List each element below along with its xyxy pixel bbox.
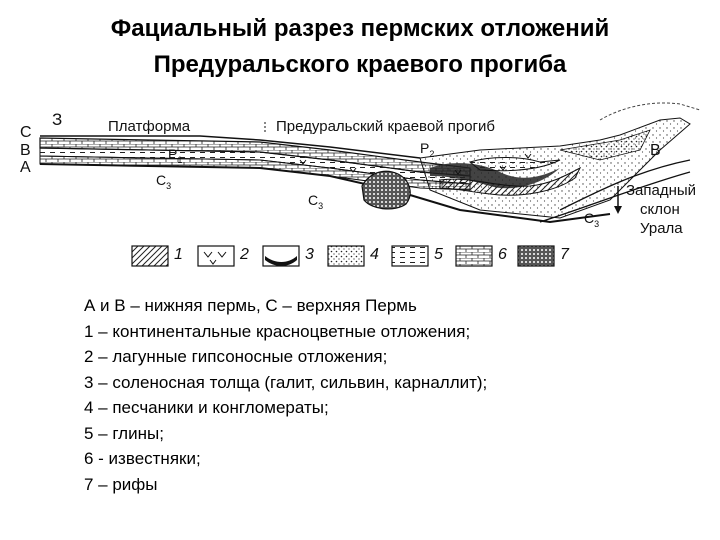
key-swatches <box>132 246 554 266</box>
label-p2: $P_2$ <box>420 140 435 159</box>
label-urals-2: склон <box>640 201 680 218</box>
key-swatch-4 <box>328 246 364 266</box>
legend-line: 6 - известняки; <box>84 449 201 468</box>
legend-line: 3 – соленосная толща (галит, сильвин, карналлит); <box>84 372 488 392</box>
legend-line: А и В – нижняя пермь, С – верхняя Пермь <box>84 296 417 315</box>
legend-line: 4 – песчаники и конгломераты; <box>84 398 329 417</box>
key-swatch-1 <box>132 246 168 266</box>
legend-line: 5 – глины; <box>84 423 164 443</box>
title-line-2: Предуральского краевого прогиба <box>153 51 567 78</box>
key-swatch-2 <box>198 246 234 266</box>
key-number-2: 2 <box>240 246 249 263</box>
key-number-1: 1 <box>174 246 183 263</box>
title-line-1: Фациальный разрез пермских отложений <box>110 15 610 42</box>
label-c3-trough: $C_3$ <box>308 192 324 211</box>
label-layer-b: B <box>20 142 31 159</box>
key-swatch-5 <box>392 246 428 266</box>
label-west: З <box>52 110 63 129</box>
label-urals-1: Западный <box>626 182 697 199</box>
key-swatch-6 <box>456 246 492 266</box>
key-number-6: 6 <box>498 246 507 263</box>
key-number-7: 7 <box>560 246 569 263</box>
legend-line: 7 – рифы <box>84 474 158 494</box>
key-swatch-7 <box>518 246 554 266</box>
key-number-4: 4 <box>370 246 379 263</box>
legend-line: 1 – континентальные красноцветные отложения; <box>84 321 471 341</box>
key-number-5: 5 <box>434 246 443 263</box>
label-urals-3: Урала <box>640 220 683 237</box>
label-c3-east: $C_3$ <box>584 210 600 229</box>
legend <box>84 293 487 497</box>
label-p1: $P_1$ <box>168 146 183 165</box>
label-trough: Предуральский краевой прогиб <box>276 118 495 135</box>
label-platform: Платформа <box>108 118 191 135</box>
label-c3-platform: $C_3$ <box>156 172 172 191</box>
label-layer-a: A <box>20 159 31 176</box>
label-layer-b-east: B <box>650 142 661 159</box>
legend-line: 2 – лагунные гипсоносные отложения; <box>84 347 388 366</box>
label-layer-c: C <box>20 124 32 141</box>
key-number-3: 3 <box>305 246 314 263</box>
